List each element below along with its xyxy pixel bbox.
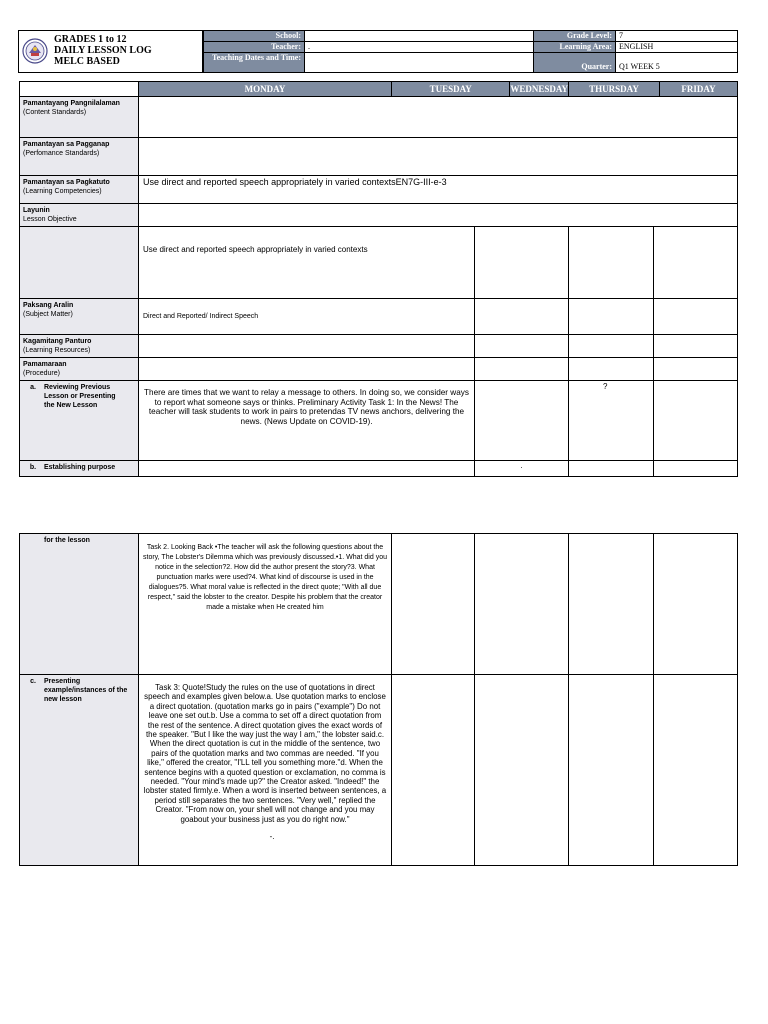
reviewing-thursday-cell[interactable] bbox=[654, 381, 738, 461]
establishing-cont-wednesday-cell[interactable] bbox=[475, 534, 569, 675]
presenting-text: Task 3: Quote!Study the rules on the use of quotations in direct speech and examples given below.a. Use quotation marks to enclose a direct quotation. (quotation marks go in pairs ("example") Do not leave one set out.b. Use a comma to set off a direct quotation from the rest of the sentence. A direct quotation gives the exact words of the speaker. "But I like the way just the way I am," the lobster said.c. When the direct quotation is cut in the middle of the sentence, two pairs of the quotation marks and two commas are needed. "If you like," offered the creator, "I'LL tell you something more."d. When the sentence begins with a quoted question or exclamation, no comma is needed. "Your mind's made up?" the Creator asked. "Indeed!" the lobster stated firmly.e. When a word is inserted between sentences, a period still separates the two sentences. "Very well," replied the Creator. "From now on, your shell will not change and you may goabout your business just as you do right now." bbox=[143, 683, 387, 824]
establishing-thursday-cell[interactable] bbox=[654, 461, 738, 477]
reviewing-label: a. Reviewing Previous Lesson or Presenting the New Lesson bbox=[20, 381, 139, 461]
dates-field[interactable] bbox=[305, 53, 534, 73]
procedure-wednesday-cell[interactable] bbox=[569, 358, 654, 381]
day-tuesday-wednesday bbox=[392, 82, 569, 97]
row-objective-label bbox=[20, 204, 738, 227]
lesson-log-table bbox=[19, 81, 738, 477]
presenting-monday-cell[interactable] bbox=[139, 675, 392, 866]
procedure-tuesday-cell[interactable] bbox=[475, 358, 569, 381]
row-resources bbox=[20, 335, 738, 358]
school-field[interactable] bbox=[305, 31, 534, 42]
melc-title: MELC BASED bbox=[54, 56, 120, 67]
objective-thursday-cell[interactable] bbox=[654, 227, 738, 299]
establishing-monday-cell[interactable] bbox=[139, 461, 475, 477]
establishing-cont-label: for the lesson bbox=[20, 534, 139, 675]
dates-label: Teaching Dates and Time: bbox=[204, 53, 305, 73]
subject-matter-tuesday-cell[interactable] bbox=[475, 299, 569, 335]
header-info-table bbox=[203, 30, 738, 73]
establishing-tuesday-cell[interactable]: . bbox=[475, 461, 569, 477]
establishing-cont-friday-cell[interactable] bbox=[654, 534, 738, 675]
presenting-wednesday-cell[interactable] bbox=[475, 675, 569, 866]
content-standards-label: Pamantayang Pangnilalaman (Content Standards) bbox=[20, 97, 139, 138]
grade-level-field[interactable]: 7 bbox=[616, 31, 738, 42]
establishing-label: b. Establishing purpose bbox=[20, 461, 139, 477]
quarter-label: Quarter: bbox=[534, 53, 616, 73]
procedure-monday-cell[interactable] bbox=[139, 358, 475, 381]
teacher-label: Teacher: bbox=[204, 42, 305, 53]
subject-matter-monday-cell[interactable]: Direct and Reported/ Indirect Speech bbox=[139, 299, 475, 335]
resources-label: Kagamitang Panturo (Learning Resources) bbox=[20, 335, 139, 358]
day-wednesday: WEDNESDAY bbox=[510, 84, 568, 94]
objective-tuesday-cell[interactable] bbox=[475, 227, 569, 299]
day-thursday-friday bbox=[569, 82, 738, 97]
performance-standards-label: Pamantayan sa Pagganap (Perfomance Standards) bbox=[20, 138, 139, 176]
header-title-block bbox=[54, 34, 202, 67]
row-establishing-cont bbox=[20, 534, 738, 675]
row-objective-body bbox=[20, 227, 738, 299]
grades-title: GRADES 1 to 12 bbox=[54, 34, 127, 45]
subject-matter-label: Paksang Aralin (Subject Matter) bbox=[20, 299, 139, 335]
quarter-field[interactable]: Q1 WEEK 5 bbox=[616, 53, 738, 73]
objective-spacer-cell bbox=[139, 204, 738, 227]
resources-tuesday-cell[interactable] bbox=[475, 335, 569, 358]
day-monday: MONDAY bbox=[139, 82, 392, 97]
grade-level-label: Grade Level: bbox=[534, 31, 616, 42]
row-subject-matter bbox=[20, 299, 738, 335]
lesson-log-table-page2 bbox=[19, 533, 738, 866]
day-tuesday: TUESDAY bbox=[392, 82, 510, 96]
establishing-cont-tuesday-cell[interactable] bbox=[392, 534, 475, 675]
day-friday: FRIDAY bbox=[681, 84, 716, 94]
reviewing-wednesday-cell[interactable]: ? bbox=[569, 381, 654, 461]
reviewing-monday-cell[interactable]: There are times that we want to relay a message to others. In doing so, we consider ways to report what someone says or thinks. Preliminary Activity Task 1: In the News! The teacher will task students to work in pairs to pretendas TV news anchors, delivering the news. (News Update on COVID-19). bbox=[139, 381, 475, 461]
learning-area-field[interactable]: ENGLISH bbox=[616, 42, 738, 53]
content-standards-cell[interactable] bbox=[139, 97, 738, 138]
row-performance-standards bbox=[20, 138, 738, 176]
row-reviewing bbox=[20, 381, 738, 461]
subject-matter-wednesday-cell[interactable] bbox=[569, 299, 654, 335]
objective-wednesday-cell[interactable] bbox=[569, 227, 654, 299]
log-title: DAILY LESSON LOG bbox=[54, 45, 152, 56]
presenting-label: c. Presenting example/instances of the new lesson bbox=[20, 675, 139, 866]
presenting-friday-cell[interactable] bbox=[654, 675, 738, 866]
presenting-tail: -. bbox=[269, 832, 275, 842]
corner-cell bbox=[20, 82, 139, 97]
procedure-label: Pamamaraan (Procedure) bbox=[20, 358, 139, 381]
objective-monday-cell[interactable]: Use direct and reported speech appropriately in varied contexts bbox=[139, 227, 475, 299]
row-competencies bbox=[20, 176, 738, 204]
resources-monday-cell[interactable] bbox=[139, 335, 475, 358]
resources-wednesday-cell[interactable] bbox=[569, 335, 654, 358]
learning-area-label: Learning Area: bbox=[534, 42, 616, 53]
procedure-thursday-cell[interactable] bbox=[654, 358, 738, 381]
performance-standards-cell[interactable] bbox=[139, 138, 738, 176]
day-thursday: THURSDAY bbox=[569, 82, 660, 96]
resources-thursday-cell[interactable] bbox=[654, 335, 738, 358]
row-content-standards bbox=[20, 97, 738, 138]
day-header-row bbox=[20, 82, 738, 97]
establishing-cont-monday-cell[interactable]: Task 2. Looking Back •The teacher will ask the following questions about the story, The Lobster's Dilemma which was previously discussed.•1. What did you notice in the selection?2. How did the author present the story?3. What punctuation marks were used?4. What kind of discourse is used in the dialogues?5. What moral value is reflected in the direct quote; "With all due respect," said the lobster to the creator. Despite his problem that the creator made a mistake when He created him bbox=[139, 534, 392, 675]
row-procedure bbox=[20, 358, 738, 381]
deped-seal-logo bbox=[22, 35, 48, 68]
establishing-cont-thursday-cell[interactable] bbox=[569, 534, 654, 675]
subject-matter-thursday-cell[interactable] bbox=[654, 299, 738, 335]
objective-label: Layunin Lesson Objective bbox=[20, 204, 139, 227]
establishing-wednesday-cell[interactable] bbox=[569, 461, 654, 477]
school-label: School: bbox=[204, 31, 305, 42]
row-establishing bbox=[20, 461, 738, 477]
teacher-field[interactable]: . bbox=[305, 42, 534, 53]
row-presenting bbox=[20, 675, 738, 866]
objective-body-label bbox=[20, 227, 139, 299]
reviewing-tuesday-cell[interactable] bbox=[475, 381, 569, 461]
presenting-tuesday-cell[interactable] bbox=[392, 675, 475, 866]
competencies-cell[interactable]: Use direct and reported speech appropriately in varied contextsEN7G-III-e-3 bbox=[139, 176, 738, 204]
competencies-label: Pamantayan sa Pagkatuto (Learning Competencies) bbox=[20, 176, 139, 204]
presenting-thursday-cell[interactable] bbox=[569, 675, 654, 866]
